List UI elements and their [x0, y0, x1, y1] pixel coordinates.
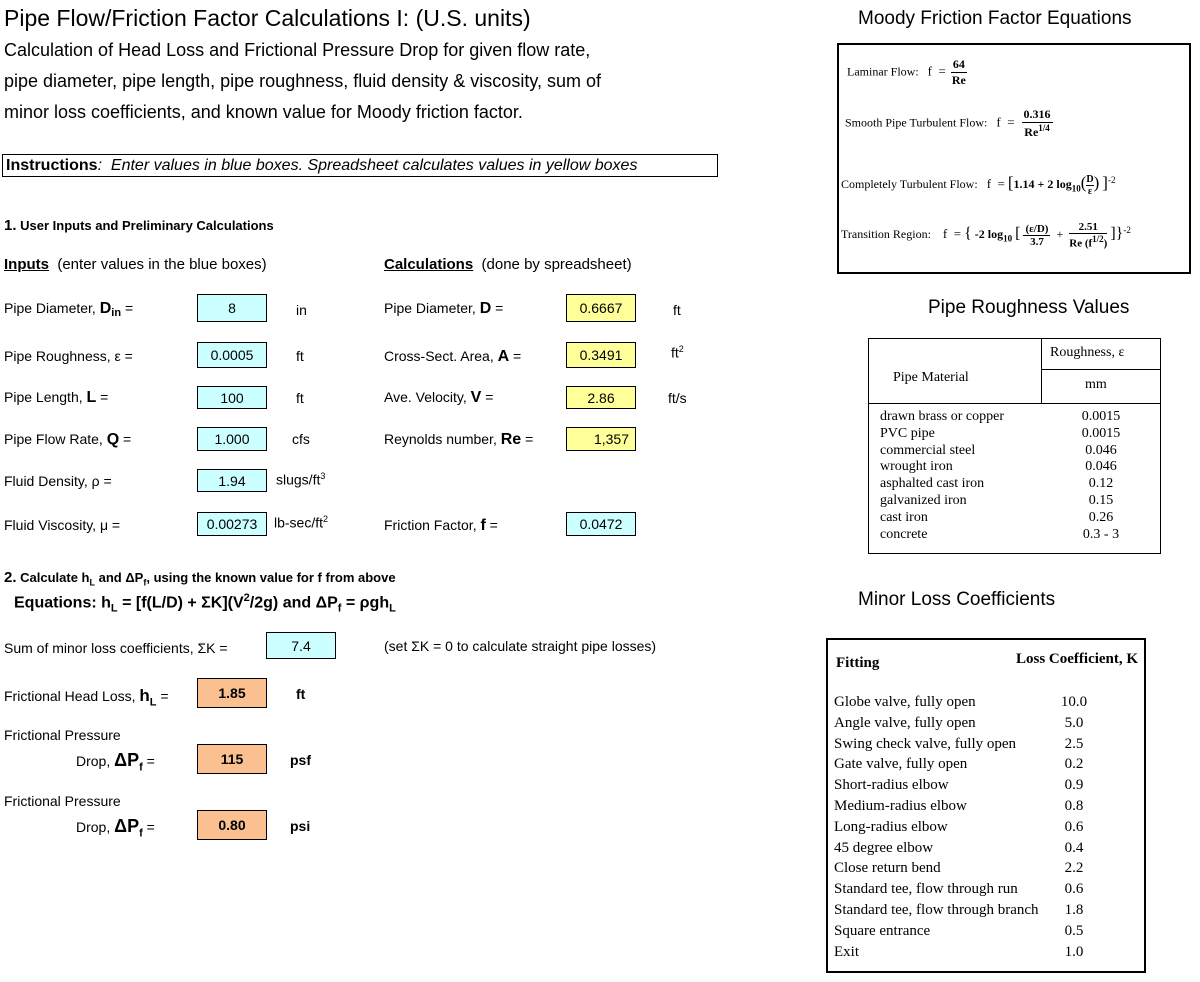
minor-row-fitting: 45 degree elbow — [834, 839, 934, 856]
minor-row-fitting: Globe valve, fully open — [834, 694, 976, 710]
pipe-diameter-in-input[interactable]: 8 — [197, 294, 267, 322]
roughness-row-value: 0.12 — [1088, 476, 1114, 492]
roughness-col-material: Pipe Material — [893, 370, 969, 385]
inputs-heading: Inputs (enter values in the blue boxes) — [4, 256, 267, 273]
minor-row-k: 0.6 — [1064, 818, 1084, 835]
roughness-row-material: drawn brass or copper — [880, 409, 1005, 424]
calc-velocity-value: 2.86 — [566, 386, 636, 409]
pressure-drop-psf-value: 115 — [197, 744, 267, 774]
head-loss-unit: ft — [296, 686, 306, 702]
page-title: Pipe Flow/Friction Factor Calculations I: (U.S. units) — [4, 5, 531, 31]
minor-row-fitting: Close return bend — [834, 860, 941, 877]
roughness-row-value: 0.0015 — [1081, 409, 1121, 424]
head-loss-value: 1.85 — [197, 678, 267, 708]
roughness-row-material: concrete — [880, 526, 928, 542]
roughness-row-value: 0.0015 — [1081, 425, 1121, 441]
calc-reynolds-value: 1,357 — [566, 427, 636, 451]
minor-loss-title: Minor Loss Coefficients — [858, 589, 1056, 610]
instructions-bar: Instructions: Enter values in blue boxes. Spreadsheet calculates values in yellow boxes — [2, 154, 718, 177]
minor-row-fitting: Exit — [834, 943, 859, 960]
minor-loss-table — [826, 638, 1146, 973]
minor-loss-sum-input[interactable]: 7.4 — [266, 632, 336, 659]
minor-row-k: 10.0 — [1060, 694, 1088, 710]
pipe-length-input[interactable]: 100 — [197, 386, 267, 409]
roughness-title: Pipe Roughness Values — [928, 297, 1130, 318]
calc-area-unit: $ft^2$ — [671, 344, 684, 361]
minor-row-fitting: Medium-radius elbow — [834, 798, 967, 814]
section-2-equations: Equations: $h_L = [f(L/D) + \Sigma K](V^2/2g)$ and $\Delta P_f = \rho gh_L$ — [14, 592, 396, 615]
pipe-flow-rate-unit: cfs — [292, 431, 310, 447]
pressure-drop-psi-label: Frictional Pressure — [4, 793, 121, 809]
minor-row-fitting: Short-radius elbow — [834, 777, 949, 794]
minor-col-k: Loss Coefficient, K — [1016, 651, 1139, 667]
fluid-viscosity-unit: $lb-\sec/ft^2$ — [274, 514, 329, 531]
minor-row-k: 2.5 — [1064, 735, 1084, 752]
roughness-row-value: 0.3 - 3 — [1082, 526, 1120, 542]
calc-diameter-value: 0.6667 — [566, 294, 636, 322]
fluid-viscosity-input[interactable]: 0.00273 — [197, 512, 267, 536]
pressure-drop-psi-value: 0.80 — [197, 810, 267, 840]
description-line-2: pipe diameter, pipe length, pipe roughness, fluid density & viscosity, sum of — [4, 71, 601, 91]
description-line-3: minor loss coefficients, and known value for Moody friction factor. — [4, 102, 523, 122]
roughness-row-value: 0.046 — [1085, 442, 1117, 458]
calculations-heading: Calculations (done by spreadsheet) — [384, 256, 632, 273]
roughness-row-material: PVC pipe — [880, 425, 935, 441]
calc-diameter-unit: ft — [673, 302, 681, 318]
minor-col-fitting: Fitting — [836, 655, 880, 671]
fluid-density-unit: slugs/$ft^3$ — [276, 471, 326, 488]
pipe-flow-rate-input[interactable]: 1.000 — [197, 427, 267, 451]
roughness-row-material: cast iron — [880, 509, 928, 525]
laminar-equation: Laminar Flow: f = $\frac{64}{Re}$ — [847, 57, 966, 87]
minor-row-k: 1.8 — [1064, 902, 1084, 918]
fluid-density-label: Fluid Density, ρ = — [4, 473, 112, 489]
minor-row-k: 0.5 — [1064, 922, 1084, 939]
roughness-row-material: galvanized iron — [880, 493, 967, 508]
friction-factor-input[interactable]: 0.0472 — [566, 512, 636, 536]
minor-row-fitting: Standard tee, flow through run — [834, 881, 1018, 898]
minor-row-k: 1.0 — [1064, 943, 1084, 960]
minor-row-k: 0.2 — [1064, 756, 1084, 773]
roughness-table — [868, 338, 1161, 554]
minor-row-fitting: Angle valve, fully open — [834, 714, 976, 731]
minor-row-k: 2.2 — [1064, 860, 1084, 877]
roughness-row-material: asphalted cast iron — [880, 476, 985, 492]
pressure-drop-psf-unit: psf — [290, 752, 311, 768]
section-2-heading: 2. Calculate $h_L$ and $\Delta P_f$, using the known value for f from above — [4, 569, 396, 588]
calc-area-label: Cross-Sect. Area, A = — [384, 348, 522, 365]
smooth-turbulent-equation: Smooth Pipe Turbulent Flow: f = $\frac{0.316}{Re^{1/4}}$ — [845, 107, 1051, 139]
minor-row-k: 5.0 — [1064, 714, 1084, 731]
pipe-roughness-label: Pipe Roughness, ε = — [4, 348, 133, 364]
calc-friction-label: Friction Factor, f = — [384, 517, 498, 534]
pipe-length-label: Pipe Length, L = — [4, 389, 109, 406]
minor-row-fitting: Swing check valve, fully open — [834, 735, 1017, 752]
minor-row-fitting: Standard tee, flow through branch — [834, 902, 1039, 918]
calc-area-value: 0.3491 — [566, 342, 636, 368]
pressure-drop-psf-label: Frictional Pressure — [4, 727, 121, 743]
description-line-1: Calculation of Head Loss and Frictional Pressure Drop for given flow rate, — [4, 40, 591, 60]
minor-row-fitting: Long-radius elbow — [834, 818, 948, 835]
pipe-diameter-in-label: Pipe Diameter, $D_{in}$ = — [4, 300, 134, 319]
pipe-roughness-unit: ft — [296, 348, 304, 364]
roughness-row-value: 0.046 — [1085, 459, 1117, 475]
moody-equations-panel — [837, 43, 1191, 274]
minor-row-k: 0.8 — [1064, 798, 1084, 814]
pipe-flow-rate-label: Pipe Flow Rate, Q = — [4, 431, 132, 448]
instructions-label: Instructions — [6, 157, 98, 174]
fluid-density-input[interactable]: 1.94 — [197, 469, 267, 492]
pressure-drop-psi-unit: psi — [290, 818, 311, 834]
minor-row-k: 0.6 — [1064, 881, 1084, 898]
calc-velocity-unit: ft/s — [668, 390, 687, 406]
instructions-text: Enter values in blue boxes. Spreadsheet calculates values in yellow boxes — [110, 157, 638, 174]
minor-loss-sum-label: Sum of minor loss coefficients, ΣK = — [4, 640, 228, 656]
pipe-roughness-input[interactable]: 0.0005 — [197, 342, 267, 368]
roughness-row-material: wrought iron — [880, 459, 953, 475]
minor-loss-note: (set ΣK = 0 to calculate straight pipe losses) — [384, 638, 657, 654]
roughness-row-value: 0.26 — [1088, 509, 1114, 525]
pressure-drop-psf-label-2: Drop, $\Delta P_f$ = — [76, 750, 155, 774]
head-loss-label: Frictional Head Loss, $h_L$ = — [4, 686, 169, 709]
roughness-row-material: commercial steel — [880, 442, 976, 458]
calc-velocity-label: Ave. Velocity, V = — [384, 389, 494, 406]
calc-reynolds-label: Reynolds number, Re = — [384, 431, 534, 448]
complete-turbulent-equation: Completely Turbulent Flow: f = [1.14 + 2 $\log_{10}$( $\frac{D}{\varepsilon}$ ) ]$^{-2}$ — [841, 173, 1116, 197]
minor-row-fitting: Gate valve, fully open — [834, 756, 968, 773]
moody-equations-title: Moody Friction Factor Equations — [858, 8, 1132, 29]
minor-row-k: 0.4 — [1064, 839, 1084, 856]
calc-diameter-label: Pipe Diameter, D = — [384, 300, 504, 317]
minor-row-fitting: Square entrance — [834, 922, 931, 939]
section-1-heading: 1. User Inputs and Preliminary Calculations — [4, 217, 274, 234]
roughness-col-roughness: Roughness, ε — [1050, 345, 1125, 360]
pressure-drop-psi-label-2: Drop, $\Delta P_f$ = — [76, 816, 155, 840]
roughness-col-unit: mm — [1085, 377, 1107, 392]
minor-row-k: 0.9 — [1064, 777, 1084, 794]
fluid-viscosity-label: Fluid Viscosity, μ = — [4, 517, 121, 533]
pipe-length-unit: ft — [296, 390, 304, 406]
pipe-diameter-in-unit: in — [296, 302, 307, 318]
roughness-row-value: 0.15 — [1088, 493, 1114, 508]
transition-equation: Transition Region: f = { -2 $\log_{10}$ [ $\frac{(\varepsilon/D)}{3.7}$ + $\frac{2.51}{Re (f^{1/2})}$ ]}$^{-2}$ — [841, 221, 1131, 250]
